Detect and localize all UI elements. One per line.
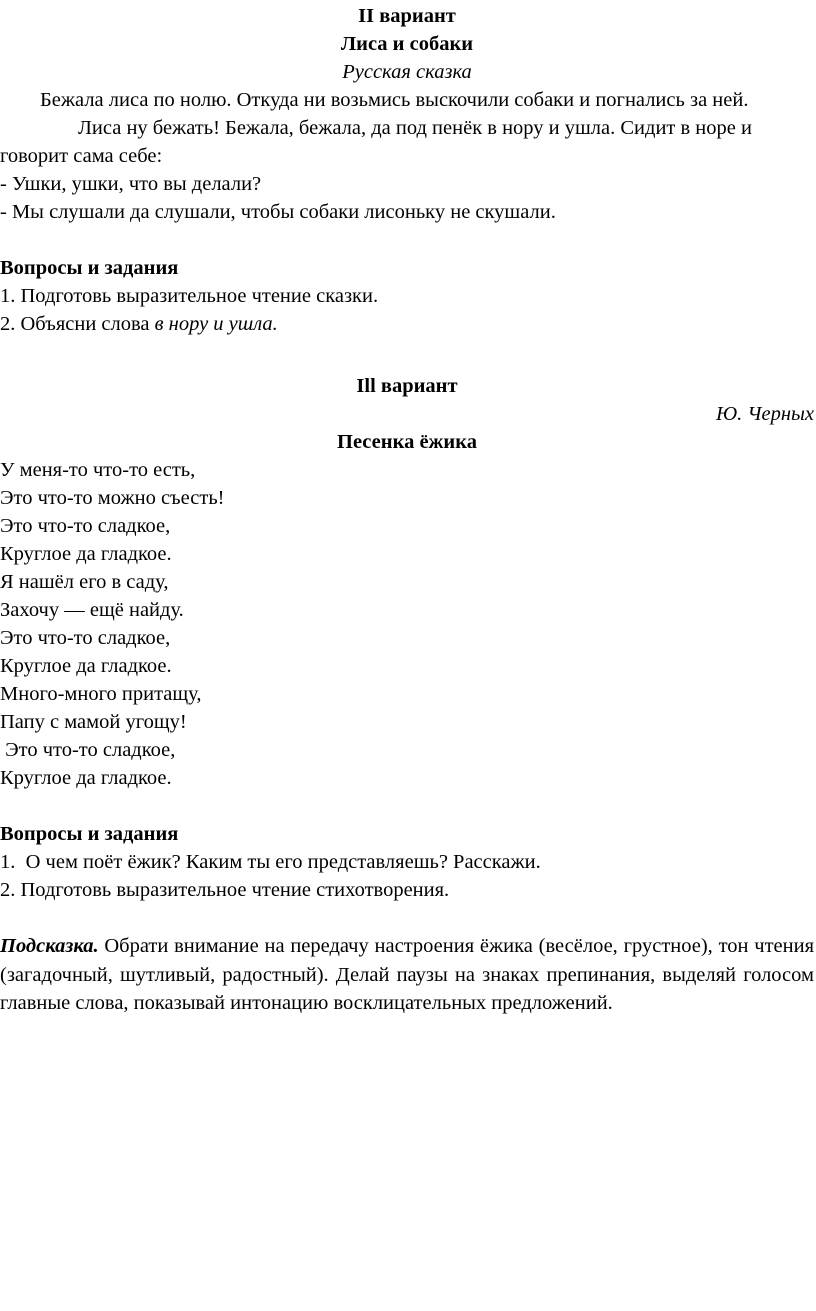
tale-title: Лиса и собаки xyxy=(340,33,474,55)
verse-line: Круглое да гладкое. xyxy=(0,767,172,789)
verse-line: У меня-то что-то есть, xyxy=(0,459,196,481)
document-page xyxy=(0,2,814,1018)
tale-paragraph-2: Лиса ну бежать! Бежала, бежала, да под пенёк в нору и ушла. Сидит в норе и говорит сама себе: xyxy=(0,117,752,167)
spacer xyxy=(0,338,814,372)
question-2-1: 1. Подготовь выразительное чтение сказки. xyxy=(0,285,379,307)
poem-title: Песенка ёжика xyxy=(337,431,477,453)
verse-line: Захочу — ещё найду. xyxy=(0,599,184,621)
dialogue-line-2: - Мы слушали да слушали, чтобы собаки лисоньку не скушали. xyxy=(0,201,556,223)
verse-line: Это что-то сладкое, xyxy=(0,627,171,649)
question-2-2-text: 2. Объясни слова xyxy=(0,313,155,335)
verse-line: Круглое да гладкое. xyxy=(0,543,172,565)
question-2-2 xyxy=(0,310,814,338)
poem-verse xyxy=(0,456,814,792)
variant-2-heading: II вариант xyxy=(358,5,456,27)
verse-line: Круглое да гладкое. xyxy=(0,655,172,677)
verse-line: Это что-то можно съесть! xyxy=(0,487,225,509)
verse-line: Много-много притащу, xyxy=(0,683,202,705)
question-3-1: 1. О чем поёт ёжик? Каким ты его представляешь? Расскажи. xyxy=(0,851,541,873)
spacer xyxy=(0,792,814,820)
spacer xyxy=(0,904,814,932)
verse-line: Я нашёл его в саду, xyxy=(0,571,169,593)
tale-genre: Русская сказка xyxy=(342,61,472,83)
hint-label: Подсказка. xyxy=(0,935,99,957)
variant-3-heading: Ill вариант xyxy=(356,375,458,397)
verse-line: Папу с мамой угощу! xyxy=(0,711,187,733)
dialogue-line-1: - Ушки, ушки, что вы делали? xyxy=(0,173,262,195)
poem-author: Ю. Черных xyxy=(715,403,814,425)
questions-title-2: Вопросы и задания xyxy=(0,257,179,279)
verse-line: Это что-то сладкое, xyxy=(0,739,176,761)
question-3-2: 2. Подготовь выразительное чтение стихотворения. xyxy=(0,879,450,901)
questions-title-3: Вопросы и задания xyxy=(0,823,179,845)
verse-line: Это что-то сладкое, xyxy=(0,515,171,537)
spacer xyxy=(0,226,814,254)
question-2-2-italic: в нору и ушла. xyxy=(154,313,278,335)
hint-paragraph xyxy=(0,932,814,1018)
tale-paragraph-1: Бежала лиса по нолю. Откуда ни возьмись выскочили собаки и погнались за ней. xyxy=(40,89,749,111)
hint-text: Обрати внимание на передачу настроения ёжика (весёлое, грустное), тон чтения (загадочный, шутливый, радостный). Делай паузы на знаках препинания, выделяй голосом главные слова, показывай интонацию восклицательных предложений. xyxy=(0,935,814,1014)
